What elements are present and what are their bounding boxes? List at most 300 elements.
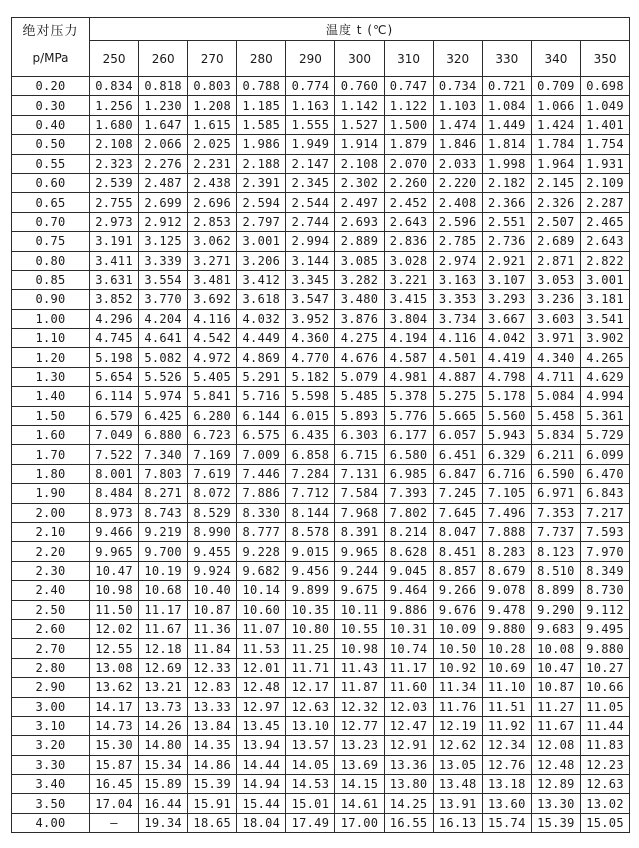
- value-cell: 10.28: [482, 639, 531, 658]
- value-cell: 6.099: [580, 445, 629, 464]
- value-cell: 9.290: [531, 600, 580, 619]
- value-cell: 1.066: [531, 96, 580, 115]
- pressure-title: 绝对压力: [12, 18, 90, 41]
- value-cell: 8.510: [531, 561, 580, 580]
- value-cell: 1.615: [188, 115, 237, 134]
- value-cell: 1.680: [90, 115, 139, 134]
- temperature-column-header: 300: [335, 41, 384, 77]
- value-cell: 9.682: [237, 561, 286, 580]
- value-cell: 10.98: [335, 639, 384, 658]
- value-cell: 11.67: [531, 716, 580, 735]
- value-cell: 2.366: [482, 193, 531, 212]
- value-cell: 7.737: [531, 522, 580, 541]
- value-cell: 3.554: [139, 270, 188, 289]
- value-cell: 2.145: [531, 173, 580, 192]
- value-cell: 4.265: [580, 348, 629, 367]
- value-cell: 6.425: [139, 406, 188, 425]
- value-cell: 1.527: [335, 115, 384, 134]
- value-cell: 2.689: [531, 232, 580, 251]
- value-cell: 13.10: [286, 716, 335, 735]
- value-cell: 2.108: [335, 154, 384, 173]
- value-cell: 7.245: [433, 484, 482, 503]
- value-cell: 10.87: [531, 678, 580, 697]
- table-header: [12, 18, 630, 77]
- temperature-column-header: 290: [286, 41, 335, 77]
- value-cell: 2.594: [237, 193, 286, 212]
- pressure-cell: 0.55: [12, 154, 90, 173]
- value-cell: 2.539: [90, 173, 139, 192]
- pressure-cell: 0.90: [12, 290, 90, 309]
- value-cell: 4.994: [580, 387, 629, 406]
- value-cell: 18.65: [188, 813, 237, 832]
- table-row: [12, 270, 630, 289]
- value-cell: 9.700: [139, 542, 188, 561]
- value-cell: 2.853: [188, 212, 237, 231]
- value-cell: 1.163: [286, 96, 335, 115]
- value-cell: 10.68: [139, 581, 188, 600]
- value-cell: 4.116: [188, 309, 237, 328]
- header-row-top: [12, 18, 630, 41]
- value-cell: 3.271: [188, 251, 237, 270]
- value-cell: 1.585: [237, 115, 286, 134]
- value-cell: 7.584: [335, 484, 384, 503]
- value-cell: 1.931: [580, 154, 629, 173]
- value-cell: 11.67: [139, 619, 188, 638]
- value-cell: 2.108: [90, 135, 139, 154]
- value-cell: 13.05: [433, 755, 482, 774]
- value-cell: 4.419: [482, 348, 531, 367]
- value-cell: 11.27: [531, 697, 580, 716]
- value-cell: 9.045: [384, 561, 433, 580]
- value-cell: 7.712: [286, 484, 335, 503]
- value-cell: 7.803: [139, 464, 188, 483]
- value-cell: 8.001: [90, 464, 139, 483]
- value-cell: 13.80: [384, 775, 433, 794]
- pressure-cell: 1.70: [12, 445, 90, 464]
- value-cell: 6.580: [384, 445, 433, 464]
- value-cell: 0.818: [139, 77, 188, 96]
- value-cell: 7.009: [237, 445, 286, 464]
- value-cell: 2.696: [188, 193, 237, 212]
- value-cell: 2.736: [482, 232, 531, 251]
- value-cell: 3.163: [433, 270, 482, 289]
- table-row: [12, 426, 630, 445]
- temperature-column-header: 260: [139, 41, 188, 77]
- table-row: [12, 96, 630, 115]
- value-cell: 10.40: [188, 581, 237, 600]
- table-row: [12, 387, 630, 406]
- value-cell: 12.69: [139, 658, 188, 677]
- value-cell: 1.474: [433, 115, 482, 134]
- value-cell: 5.458: [531, 406, 580, 425]
- value-cell: 0.698: [580, 77, 629, 96]
- value-cell: 17.04: [90, 794, 139, 813]
- value-cell: 4.275: [335, 329, 384, 348]
- table-row: [12, 329, 630, 348]
- value-cell: 1.754: [580, 135, 629, 154]
- value-cell: 3.692: [188, 290, 237, 309]
- value-cell: 2.507: [531, 212, 580, 231]
- value-cell: 4.641: [139, 329, 188, 348]
- pressure-cell: 3.50: [12, 794, 90, 813]
- value-cell: 13.57: [286, 736, 335, 755]
- value-cell: 10.47: [90, 561, 139, 580]
- value-cell: 3.107: [482, 270, 531, 289]
- value-cell: 8.214: [384, 522, 433, 541]
- value-cell: 2.973: [90, 212, 139, 231]
- value-cell: 6.723: [188, 426, 237, 445]
- value-cell: 9.924: [188, 561, 237, 580]
- value-cell: 5.665: [433, 406, 482, 425]
- value-cell: 10.11: [335, 600, 384, 619]
- value-cell: 2.889: [335, 232, 384, 251]
- value-cell: 15.91: [188, 794, 237, 813]
- value-cell: 7.353: [531, 503, 580, 522]
- temperature-column-header: 310: [384, 41, 433, 77]
- value-cell: 5.079: [335, 367, 384, 386]
- value-cell: 2.452: [384, 193, 433, 212]
- value-cell: 10.87: [188, 600, 237, 619]
- value-cell: 2.391: [237, 173, 286, 192]
- table-row: [12, 619, 630, 638]
- value-cell: 6.971: [531, 484, 580, 503]
- temperature-column-header: 280: [237, 41, 286, 77]
- value-cell: 4.711: [531, 367, 580, 386]
- value-cell: 0.721: [482, 77, 531, 96]
- value-cell: 0.788: [237, 77, 286, 96]
- value-cell: 2.822: [580, 251, 629, 270]
- value-cell: 4.449: [237, 329, 286, 348]
- value-cell: 14.61: [335, 794, 384, 813]
- value-cell: 15.34: [139, 755, 188, 774]
- table-row: [12, 173, 630, 192]
- value-cell: 7.169: [188, 445, 237, 464]
- value-cell: 2.070: [384, 154, 433, 173]
- value-cell: 5.841: [188, 387, 237, 406]
- value-cell: 10.92: [433, 658, 482, 677]
- value-cell: 2.182: [482, 173, 531, 192]
- value-cell: 1.230: [139, 96, 188, 115]
- table-row: [12, 542, 630, 561]
- pressure-cell: 0.60: [12, 173, 90, 192]
- value-cell: 10.55: [335, 619, 384, 638]
- value-cell: 3.547: [286, 290, 335, 309]
- value-cell: 5.485: [335, 387, 384, 406]
- value-cell: 5.729: [580, 426, 629, 445]
- table-row: [12, 600, 630, 619]
- value-cell: 6.435: [286, 426, 335, 445]
- value-cell: 2.033: [433, 154, 482, 173]
- value-cell: 12.55: [90, 639, 139, 658]
- value-cell: 4.869: [237, 348, 286, 367]
- value-cell: 7.645: [433, 503, 482, 522]
- value-cell: 15.87: [90, 755, 139, 774]
- value-cell: 5.716: [237, 387, 286, 406]
- value-cell: 11.50: [90, 600, 139, 619]
- value-cell: 9.683: [531, 619, 580, 638]
- value-cell: 13.02: [580, 794, 629, 813]
- value-cell: 0.709: [531, 77, 580, 96]
- value-cell: 3.852: [90, 290, 139, 309]
- pressure-cell: 0.65: [12, 193, 90, 212]
- value-cell: 7.886: [237, 484, 286, 503]
- value-cell: 3.191: [90, 232, 139, 251]
- value-cell: 14.26: [139, 716, 188, 735]
- table-row: [12, 464, 630, 483]
- value-cell: 2.497: [335, 193, 384, 212]
- value-cell: 5.198: [90, 348, 139, 367]
- value-cell: 3.618: [237, 290, 286, 309]
- value-cell: 4.194: [384, 329, 433, 348]
- pressure-cell: 3.10: [12, 716, 90, 735]
- value-cell: 3.181: [580, 290, 629, 309]
- value-cell: 9.965: [90, 542, 139, 561]
- value-cell: 15.01: [286, 794, 335, 813]
- value-cell: 6.470: [580, 464, 629, 483]
- value-cell: 7.340: [139, 445, 188, 464]
- value-cell: 10.47: [531, 658, 580, 677]
- value-cell: 14.25: [384, 794, 433, 813]
- value-cell: 9.015: [286, 542, 335, 561]
- pressure-cell: 2.20: [12, 542, 90, 561]
- value-cell: 2.699: [139, 193, 188, 212]
- value-cell: 6.280: [188, 406, 237, 425]
- value-cell: 13.08: [90, 658, 139, 677]
- temperature-column-header: 270: [188, 41, 237, 77]
- value-cell: 9.464: [384, 581, 433, 600]
- value-cell: 13.23: [335, 736, 384, 755]
- value-cell: 10.60: [237, 600, 286, 619]
- value-cell: 11.43: [335, 658, 384, 677]
- value-cell: 2.025: [188, 135, 237, 154]
- value-cell: 5.598: [286, 387, 335, 406]
- table-row: [12, 561, 630, 580]
- value-cell: 1.814: [482, 135, 531, 154]
- value-cell: 4.116: [433, 329, 482, 348]
- pressure-cell: 2.10: [12, 522, 90, 541]
- value-cell: 2.755: [90, 193, 139, 212]
- table-row: [12, 309, 630, 328]
- value-cell: 2.326: [531, 193, 580, 212]
- value-cell: 1.986: [237, 135, 286, 154]
- pressure-cell: 0.80: [12, 251, 90, 270]
- table-row: [12, 154, 630, 173]
- value-cell: 1.049: [580, 96, 629, 115]
- value-cell: 10.35: [286, 600, 335, 619]
- pressure-cell: 1.00: [12, 309, 90, 328]
- table-row: [12, 581, 630, 600]
- value-cell: 3.876: [335, 309, 384, 328]
- pressure-cell: 1.40: [12, 387, 90, 406]
- value-cell: 3.603: [531, 309, 580, 328]
- value-cell: 4.032: [237, 309, 286, 328]
- value-cell: 8.072: [188, 484, 237, 503]
- value-cell: 9.456: [286, 561, 335, 580]
- value-cell: 3.236: [531, 290, 580, 309]
- value-cell: 4.542: [188, 329, 237, 348]
- value-cell: 9.880: [580, 639, 629, 658]
- value-cell: 15.30: [90, 736, 139, 755]
- value-cell: 11.51: [482, 697, 531, 716]
- steam-density-table: [11, 17, 630, 833]
- value-cell: 8.123: [531, 542, 580, 561]
- value-cell: 8.529: [188, 503, 237, 522]
- value-cell: 12.77: [335, 716, 384, 735]
- value-cell: 10.27: [580, 658, 629, 677]
- value-cell: 9.495: [580, 619, 629, 638]
- value-cell: 2.287: [580, 193, 629, 212]
- value-cell: 2.465: [580, 212, 629, 231]
- value-cell: 11.17: [384, 658, 433, 677]
- temperature-title: 温度 t (℃): [90, 18, 630, 41]
- table-row: [12, 290, 630, 309]
- value-cell: 12.91: [384, 736, 433, 755]
- value-cell: 5.182: [286, 367, 335, 386]
- value-cell: 11.83: [580, 736, 629, 755]
- table-row: [12, 639, 630, 658]
- table-row: [12, 697, 630, 716]
- value-cell: 2.260: [384, 173, 433, 192]
- table-row: [12, 77, 630, 96]
- value-cell: 10.14: [237, 581, 286, 600]
- value-cell: 4.770: [286, 348, 335, 367]
- pressure-cell: 0.50: [12, 135, 90, 154]
- value-cell: 0.760: [335, 77, 384, 96]
- value-cell: 1.998: [482, 154, 531, 173]
- value-cell: 1.846: [433, 135, 482, 154]
- value-cell: 6.057: [433, 426, 482, 445]
- value-cell: 14.17: [90, 697, 139, 716]
- value-cell: 4.204: [139, 309, 188, 328]
- value-cell: 5.834: [531, 426, 580, 445]
- value-cell: 1.784: [531, 135, 580, 154]
- value-cell: 2.994: [286, 232, 335, 251]
- value-cell: 1.401: [580, 115, 629, 134]
- value-cell: 5.654: [90, 367, 139, 386]
- value-cell: 7.393: [384, 484, 433, 503]
- pressure-cell: 3.20: [12, 736, 90, 755]
- value-cell: 6.716: [482, 464, 531, 483]
- value-cell: 2.220: [433, 173, 482, 192]
- value-cell: 7.446: [237, 464, 286, 483]
- pressure-unit: p/MPa: [12, 41, 90, 77]
- table-row: [12, 212, 630, 231]
- value-cell: 1.949: [286, 135, 335, 154]
- value-cell: 10.69: [482, 658, 531, 677]
- value-cell: 12.97: [237, 697, 286, 716]
- value-cell: 14.15: [335, 775, 384, 794]
- value-cell: 12.63: [580, 775, 629, 794]
- value-cell: 13.62: [90, 678, 139, 697]
- value-cell: 5.378: [384, 387, 433, 406]
- table-row: [12, 794, 630, 813]
- value-cell: 9.266: [433, 581, 482, 600]
- pressure-cell: 1.20: [12, 348, 90, 367]
- value-cell: 10.19: [139, 561, 188, 580]
- value-cell: 8.777: [237, 522, 286, 541]
- table-row: [12, 736, 630, 755]
- value-cell: 12.17: [286, 678, 335, 697]
- value-cell: 15.39: [188, 775, 237, 794]
- value-cell: 10.50: [433, 639, 482, 658]
- value-cell: 3.411: [90, 251, 139, 270]
- value-cell: 3.481: [188, 270, 237, 289]
- value-cell: 3.053: [531, 270, 580, 289]
- value-cell: 12.19: [433, 716, 482, 735]
- value-cell: 2.643: [384, 212, 433, 231]
- value-cell: 14.44: [237, 755, 286, 774]
- value-cell: 6.177: [384, 426, 433, 445]
- value-cell: 2.276: [139, 154, 188, 173]
- pressure-cell: 0.70: [12, 212, 90, 231]
- value-cell: 3.480: [335, 290, 384, 309]
- value-cell: 7.131: [335, 464, 384, 483]
- value-cell: 8.973: [90, 503, 139, 522]
- pressure-cell: 1.30: [12, 367, 90, 386]
- value-cell: 7.284: [286, 464, 335, 483]
- value-cell: 6.579: [90, 406, 139, 425]
- value-cell: 3.770: [139, 290, 188, 309]
- temperature-column-header: 250: [90, 41, 139, 77]
- value-cell: 1.879: [384, 135, 433, 154]
- value-cell: 12.63: [286, 697, 335, 716]
- table-row: [12, 445, 630, 464]
- value-cell: 8.578: [286, 522, 335, 541]
- value-cell: 3.001: [237, 232, 286, 251]
- value-cell: 3.667: [482, 309, 531, 328]
- value-cell: 1.256: [90, 96, 139, 115]
- value-cell: 3.804: [384, 309, 433, 328]
- value-cell: 5.893: [335, 406, 384, 425]
- value-cell: 3.952: [286, 309, 335, 328]
- value-cell: 15.05: [580, 813, 629, 832]
- value-cell: 7.968: [335, 503, 384, 522]
- pressure-cell: 2.50: [12, 600, 90, 619]
- value-cell: 14.73: [90, 716, 139, 735]
- value-cell: 1.647: [139, 115, 188, 134]
- value-cell: 6.847: [433, 464, 482, 483]
- value-cell: 3.282: [335, 270, 384, 289]
- value-cell: 3.415: [384, 290, 433, 309]
- value-cell: 6.715: [335, 445, 384, 464]
- value-cell: 8.484: [90, 484, 139, 503]
- value-cell: 0.803: [188, 77, 237, 96]
- value-cell: 11.25: [286, 639, 335, 658]
- value-cell: 5.082: [139, 348, 188, 367]
- value-cell: 9.112: [580, 600, 629, 619]
- pressure-cell: 0.40: [12, 115, 90, 134]
- value-cell: 2.596: [433, 212, 482, 231]
- value-cell: 4.360: [286, 329, 335, 348]
- value-cell: 9.478: [482, 600, 531, 619]
- value-cell: 2.302: [335, 173, 384, 192]
- value-cell: 6.114: [90, 387, 139, 406]
- value-cell: 11.10: [482, 678, 531, 697]
- value-cell: 8.451: [433, 542, 482, 561]
- value-cell: 6.303: [335, 426, 384, 445]
- value-cell: 3.001: [580, 270, 629, 289]
- table-row: [12, 503, 630, 522]
- value-cell: 2.744: [286, 212, 335, 231]
- table-row: [12, 406, 630, 425]
- value-cell: 10.66: [580, 678, 629, 697]
- value-cell: 1.122: [384, 96, 433, 115]
- value-cell: 9.899: [286, 581, 335, 600]
- value-cell: 3.902: [580, 329, 629, 348]
- value-cell: 6.329: [482, 445, 531, 464]
- value-cell: 9.219: [139, 522, 188, 541]
- value-cell: 14.94: [237, 775, 286, 794]
